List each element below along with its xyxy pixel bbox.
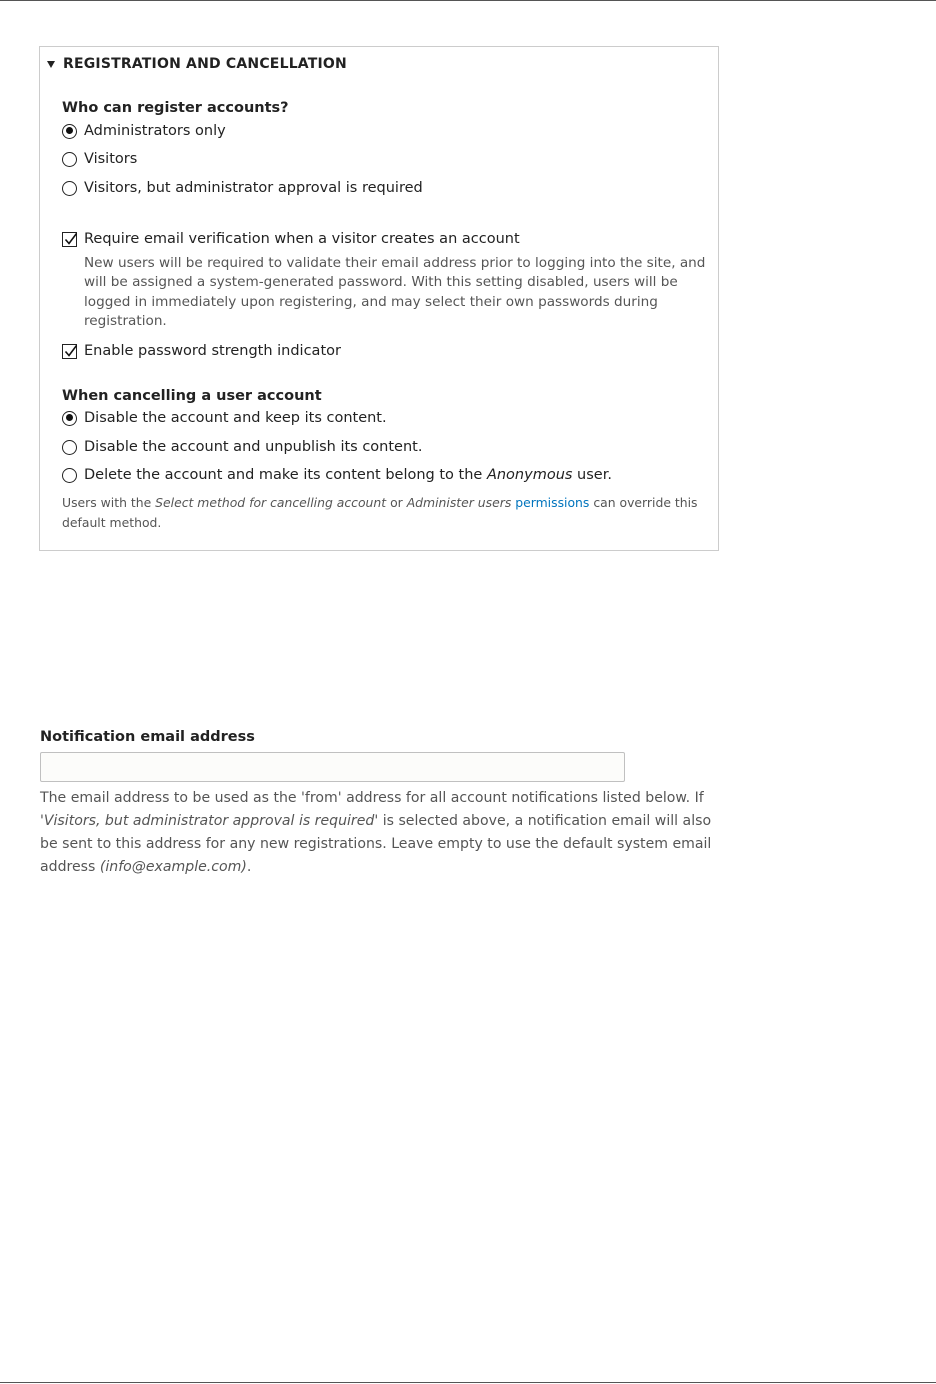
radio-button[interactable] [62, 152, 77, 167]
notification-email-description [40, 787, 726, 879]
registration-fieldset [39, 46, 719, 551]
register-option-visitors-approval[interactable] [62, 180, 423, 196]
password-strength-checkbox[interactable] [62, 344, 77, 359]
note-emphasis: Select method for cancelling account [155, 495, 387, 510]
register-option-admins[interactable] [62, 123, 226, 139]
register-option-label: Visitors, but administrator approval is required [84, 180, 423, 196]
register-heading: Who can register accounts? [62, 100, 289, 116]
note-text: can override this default method. [62, 495, 698, 530]
permissions-link[interactable]: permissions [515, 495, 590, 510]
note-emphasis: Administer users [406, 495, 512, 510]
checkmark-icon [63, 343, 79, 359]
cancel-option-label: Disable the account and keep its content. [84, 410, 387, 426]
cancel-option-unpublish[interactable] [62, 439, 422, 455]
checkmark-icon [63, 231, 79, 247]
register-option-visitors[interactable] [62, 151, 137, 167]
radio-button-selected[interactable] [62, 124, 77, 139]
cancel-option-label [84, 467, 612, 483]
radio-button-selected[interactable] [62, 411, 77, 426]
cancel-option-keep[interactable] [62, 410, 387, 426]
description-emphasis: (info@example.com) [99, 859, 247, 875]
notification-email-label: Notification email address [40, 729, 255, 745]
email-verification-checkbox[interactable] [62, 232, 77, 247]
email-verification-description: New users will be required to validate their email address prior to logging into the site, and will be assigned a system-generated password. With this setting disabled, users will be logged in immediately upon registering, and may select their own passwords during registration. [84, 255, 706, 329]
cancel-heading: When cancelling a user account [62, 388, 322, 404]
password-strength-label: Enable password strength indicator [84, 343, 341, 359]
label-text: Delete the account and make its content belong to the [84, 467, 487, 483]
register-option-label: Visitors [84, 151, 138, 167]
radio-button[interactable] [62, 440, 77, 455]
description-text: The email address to be used as the 'from' address for all account notifications listed below. If ' [40, 790, 704, 829]
triangle-down-icon [47, 61, 55, 68]
email-verification-label: Require email verification when a visitor creates an account [84, 231, 520, 247]
notification-email-input[interactable] [40, 752, 625, 782]
note-text: Users with the [62, 495, 156, 510]
password-strength-option[interactable] [62, 343, 341, 359]
register-option-label: Administrators only [84, 123, 226, 139]
fieldset-legend-toggle[interactable] [47, 56, 347, 72]
page-bottom-rule [0, 1382, 936, 1383]
label-emphasis: Anonymous [486, 467, 573, 483]
radio-button[interactable] [62, 468, 77, 483]
fieldset-legend: REGISTRATION AND CANCELLATION [63, 56, 347, 72]
cancel-option-label: Disable the account and unpublish its content. [84, 439, 423, 455]
cancel-method-note [62, 493, 712, 532]
description-emphasis: Visitors, but administrator approval is required [43, 813, 375, 829]
page-top-rule [0, 0, 936, 1]
description-text: ' is selected above, a notification email will also be sent to this address for any new registrations. Leave empty to use the default system email address [40, 813, 712, 875]
email-verification-option[interactable] [62, 231, 520, 247]
description-text: . [246, 859, 252, 875]
cancel-option-delete[interactable] [62, 467, 612, 483]
label-text: user. [572, 467, 612, 483]
note-text: or [386, 495, 407, 510]
radio-button[interactable] [62, 181, 77, 196]
